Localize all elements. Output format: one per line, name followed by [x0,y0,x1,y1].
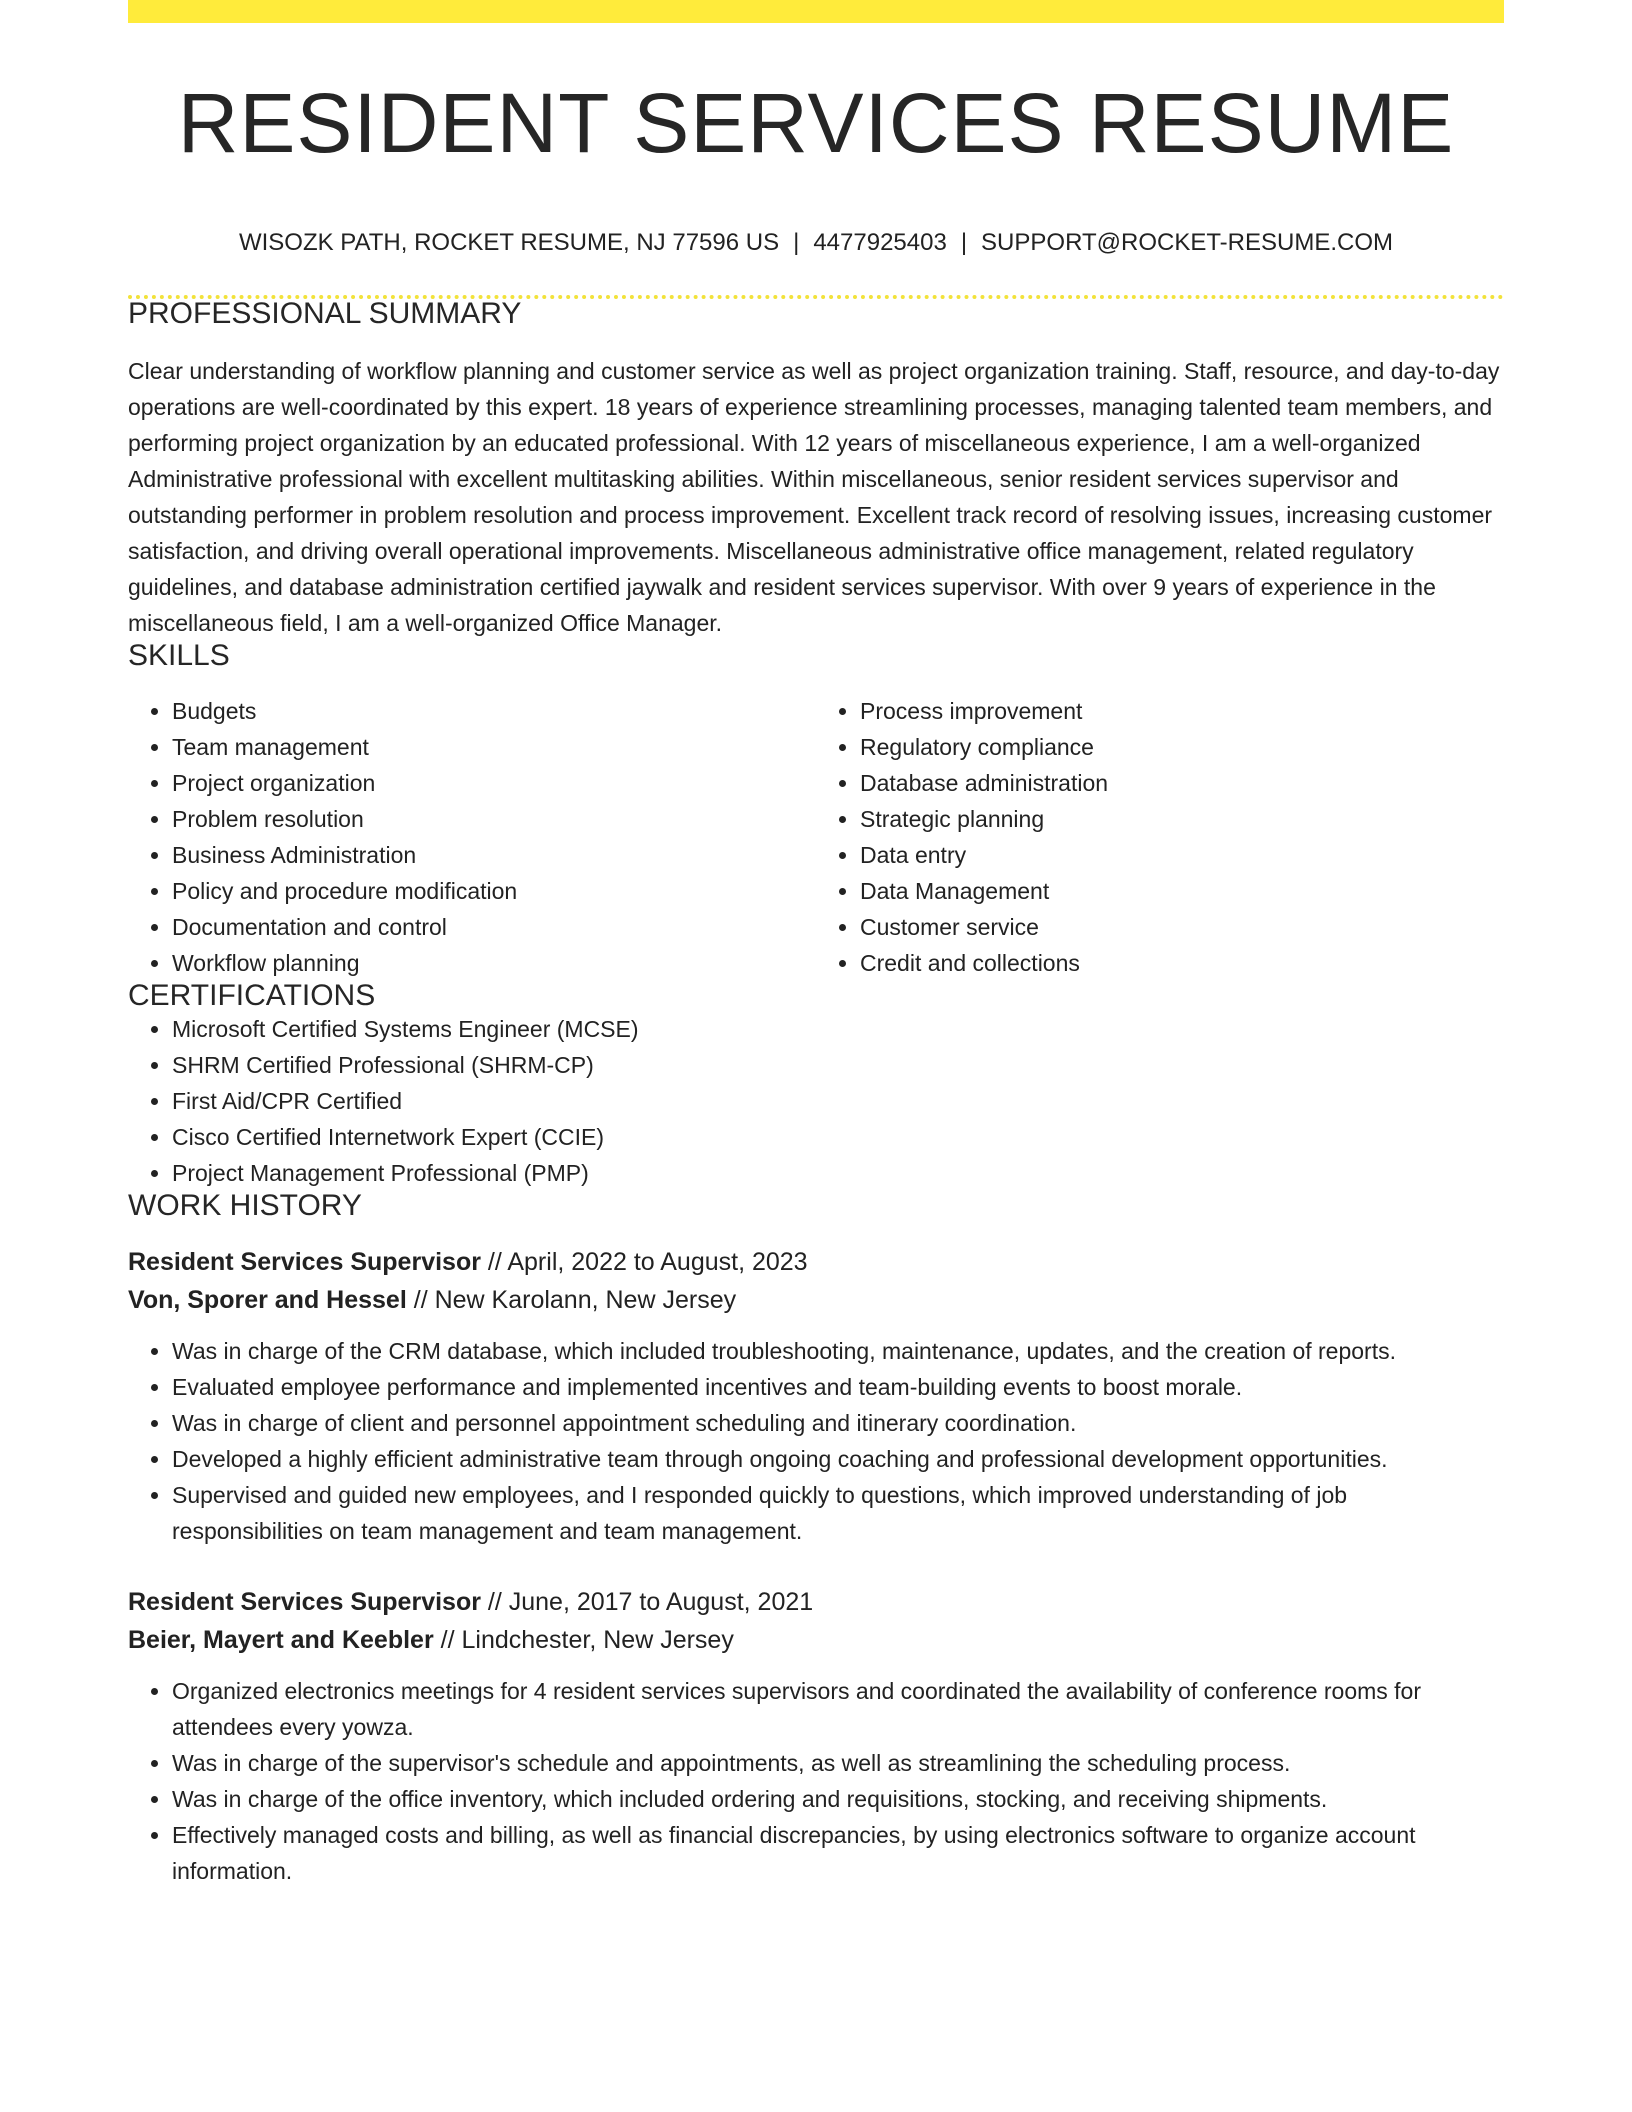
skill-item: • Policy and procedure modification [172,873,816,909]
skill-item: • Documentation and control [172,909,816,945]
certification-item: • SHRM Certified Professional (SHRM-CP) [172,1047,1504,1083]
certification-item: • First Aid/CPR Certified [172,1083,1504,1119]
skill-item: • Business Administration [172,837,816,873]
job-bullet: • Was in charge of the CRM database, which included troubleshooting, maintenance, updates, and the creation of reports. [172,1333,1504,1369]
certification-item: • Microsoft Certified Systems Engineer (MCSE) [172,1011,1504,1047]
contact-email: SUPPORT@ROCKET-RESUME.COM [981,229,1394,256]
top-accent-bar [128,0,1504,23]
job-bullets [128,1333,1504,1549]
skill-item: • Project organization [172,765,816,801]
job-bullet: • Supervised and guided new employees, and I responded quickly to questions, which improved understanding of job responsibilities on team management and team management. [172,1477,1504,1549]
job-title-line [128,1583,1504,1621]
skill-item: • Process improvement [860,693,1504,729]
skills-columns [128,693,1504,981]
resume-page [128,0,1504,1889]
skill-item: • Customer service [860,909,1504,945]
job-company-line [128,1621,1504,1659]
skill-item: • Database administration [860,765,1504,801]
job-company-line [128,1281,1504,1319]
job-bullet: • Was in charge of the office inventory, which included ordering and requisitions, stocking, and receiving shipments. [172,1781,1504,1817]
skill-item: • Strategic planning [860,801,1504,837]
job-bullet: • Evaluated employee performance and implemented incentives and team-building events to boost morale. [172,1369,1504,1405]
job-bullet: • Was in charge of the supervisor's schedule and appointments, as well as streamlining the scheduling process. [172,1745,1504,1781]
job-title-line [128,1243,1504,1281]
job-company: Beier, Mayert and Keebler [128,1626,434,1654]
job-role: Resident Services Supervisor [128,1588,481,1616]
contact-phone: 4477925403 [813,229,947,256]
skill-item: • Workflow planning [172,945,816,981]
job-bullet: • Developed a highly efficient administrative team through ongoing coaching and professional development opportunities. [172,1441,1504,1477]
skills-list-right [816,693,1504,981]
job-entry [128,1243,1504,1549]
job-dates: // June, 2017 to August, 2021 [480,1588,814,1616]
job-bullets [128,1673,1504,1889]
contact-separator: | [960,229,968,256]
job-dates: // April, 2022 to August, 2023 [480,1248,808,1276]
job-role: Resident Services Supervisor [128,1248,481,1276]
skill-item: • Budgets [172,693,816,729]
job-bullet: • Organized electronics meetings for 4 resident services supervisors and coordinated the availability of conference rooms for attendees every yowza. [172,1673,1504,1745]
skill-item: • Credit and collections [860,945,1504,981]
skills-list-left [128,693,816,981]
work-history-heading: WORK HISTORY [128,1189,362,1222]
certifications-heading: CERTIFICATIONS [128,979,376,1012]
job-company: Von, Sporer and Hessel [128,1286,407,1314]
summary-heading: PROFESSIONAL SUMMARY [128,297,522,330]
skill-item: • Data entry [860,837,1504,873]
contact-separator: | [793,229,800,256]
work-history-list [128,1243,1504,1889]
skills-heading: SKILLS [128,639,230,672]
summary-text: Clear understanding of workflow planning and customer service as well as project organization training. Staff, resource, and day-to-day operations are well-coordinated by this expert. 18 years of experience streamlining processes, managing talented team members, and performing project organization by an educated professional. With 12 years of miscellaneous experience, I am a well-organized Administrative professional with excellent multitasking abilities. Within miscellaneous, senior resident services supervisor and outstanding performer in problem resolution and process improvement. Excellent track record of resolving issues, increasing customer satisfaction, and driving overall operational improvements. Miscellaneous administrative office management, related regulatory guidelines, and database administration certified jaywalk and resident services supervisor. With over 9 years of experience in the miscellaneous field, I am a well-organized Office Manager. [128,358,1500,636]
certification-item: • Cisco Certified Internetwork Expert (CCIE) [172,1119,1504,1155]
contact-line [128,231,1504,255]
skill-item: • Data Management [860,873,1504,909]
skill-item: • Team management [172,729,816,765]
job-location: // New Karolann, New Jersey [406,1286,737,1314]
resume-title: RESIDENT SERVICES RESUME [177,76,1455,170]
skill-item: • Problem resolution [172,801,816,837]
skill-item: • Regulatory compliance [860,729,1504,765]
job-location: // Lindchester, New Jersey [433,1626,734,1654]
job-entry [128,1583,1504,1889]
contact-address: WISOZK PATH, ROCKET RESUME, NJ 77596 US [238,229,780,256]
certifications-list [128,1011,1504,1191]
job-bullet: • Was in charge of client and personnel appointment scheduling and itinerary coordination. [172,1405,1504,1441]
certification-item: • Project Management Professional (PMP) [172,1155,1504,1191]
job-bullet: • Effectively managed costs and billing, as well as financial discrepancies, by using electronics software to organize account information. [172,1817,1504,1889]
